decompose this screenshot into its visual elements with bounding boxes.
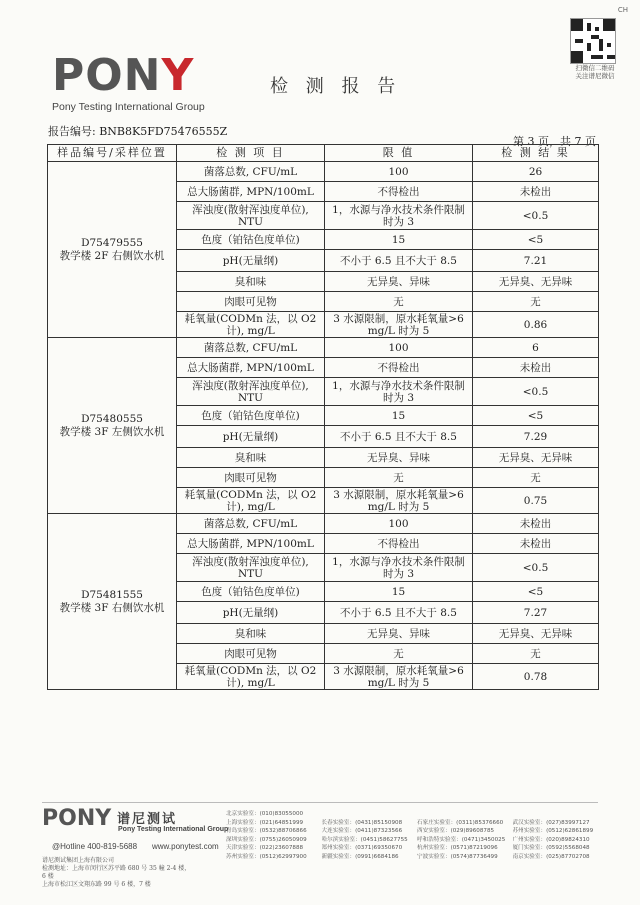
item-cell: 色度（铂钴色度单位) [177,582,325,602]
result-cell: 无异臭、无异味 [473,448,599,468]
lab-contact: 厦门实验室：(0592)5568048 [512,845,590,852]
sample-cell [48,514,177,690]
qr-caption: 扫微信二维码 关注谱尼微信 [575,64,615,80]
table-row [48,514,599,534]
limit-cell: 不小于 6.5 且不大于 8.5 [325,602,473,624]
result-cell: 无异臭、无异味 [473,272,599,292]
item-cell: 浑浊度(散射浑浊度单位), NTU [177,378,325,406]
lab-contact: 青岛实验室：(0532)88706866 [226,828,307,835]
header-item: 检 测 项 目 [177,145,325,162]
pony-logo: PONY [52,50,195,101]
item-cell: 耗氧量(CODMn 法，以 O2 计), mg/L [177,664,325,690]
sample-location: 教学楼 2F 右侧饮水机 [59,249,165,262]
result-cell: 6 [473,338,599,358]
lab-contact: 武汉实验室：(027)83997127 [512,819,590,826]
lab-contact: 哈尔滨实验室：(0451)58627755 [321,836,408,843]
limit-cell: 不小于 6.5 且不大于 8.5 [325,426,473,448]
result-cell: <0.5 [473,378,599,406]
item-cell: pH(无量纲) [177,602,325,624]
item-cell: 肉眼可见物 [177,644,325,664]
result-cell: <5 [473,582,599,602]
qr-code-icon [570,18,616,64]
lab-contact: 苏州实验室：(0512)62861899 [512,828,594,835]
limit-cell: 无异臭、异味 [325,272,473,292]
footer-en-name: Pony Testing International Group [118,826,229,833]
footer-company: 谱尼测试集团上海有限公司 检测地址：上海市闵行区苏平路 680 号 35 幢 2-4 楼，6 楼 上海市松江区文翔东路 99 号 6 楼，7 楼 [42,857,191,888]
lab-contact: 苏州实验室：(0512)62997900 [226,853,307,860]
lab-contact: 深圳实验室：(0755)26050909 [226,836,307,843]
item-cell: 肉眼可见物 [177,468,325,488]
result-cell: <0.5 [473,554,599,582]
lab-contact: 新疆实验室：(0991)6684186 [321,853,399,860]
limit-cell: 无异臭、异味 [325,448,473,468]
limit-cell: 1，水源与净水技术条件限制时为 3 [325,202,473,230]
item-cell: 色度（铂钴色度单位) [177,406,325,426]
limit-cell: 3 水源限制，原水耗氧量>6 mg/L 时为 5 [325,488,473,514]
limit-cell: 无异臭、异味 [325,624,473,644]
limit-cell: 3 水源限制，原水耗氧量>6 mg/L 时为 5 [325,312,473,338]
item-cell: 浑浊度(散射浑浊度单位), NTU [177,554,325,582]
header-sample: 样品编号/采样位置 [48,145,177,162]
limit-cell: 15 [325,582,473,602]
result-cell: 无 [473,468,599,488]
item-cell: 菌落总数, CFU/mL [177,514,325,534]
report-title: 检 测 报 告 [270,76,402,97]
limit-cell: 15 [325,406,473,426]
limit-cell: 3 水源限制，原水耗氧量>6 mg/L 时为 5 [325,664,473,690]
limit-cell: 无 [325,468,473,488]
limit-cell: 100 [325,514,473,534]
footer-cn-name: 谱尼测试 [117,812,178,827]
lab-contact: 郑州实验室：(0371)69350670 [321,845,403,852]
lab-contact: 上海实验室：(021)64851999 [226,819,304,826]
item-cell: pH(无量纲) [177,250,325,272]
lab-contact: 北京实验室：(010)83055000 [226,811,304,817]
report-number: 报告编号: BNB8K5FD75476555Z [48,125,228,138]
limit-cell: 1，水源与净水技术条件限制时为 3 [325,554,473,582]
lab-contact: 南京实验室：(025)87702708 [512,853,590,860]
logo-subtitle: Pony Testing International Group [52,101,205,113]
item-cell: 耗氧量(CODMn 法，以 O2 计), mg/L [177,488,325,514]
result-cell: 7.27 [473,602,599,624]
result-cell: 无 [473,644,599,664]
sample-cell [48,162,177,338]
limit-cell: 无 [325,292,473,312]
lab-contact: 宁波实验室：(0574)87736499 [417,853,498,860]
results-table [47,144,599,690]
lab-contact: 呼和浩特实验室：(0471)3450025 [417,836,506,843]
result-cell: 26 [473,162,599,182]
limit-cell: 15 [325,230,473,250]
lab-contact: 天津实验室：(022)23607888 [226,845,304,852]
sample-location: 教学楼 3F 左侧饮水机 [59,425,165,438]
result-cell: 未检出 [473,358,599,378]
result-cell: 0.86 [473,312,599,338]
result-cell: 未检出 [473,514,599,534]
item-cell: 臭和味 [177,448,325,468]
sample-cell [48,338,177,514]
result-cell: 无 [473,292,599,312]
table-row [48,162,599,182]
page-number: 第 3 页，共 7 页 [513,135,596,148]
lab-contact [322,810,416,819]
lab-contact: 大连实验室：(0411)87323566 [321,828,403,835]
result-cell: <5 [473,406,599,426]
item-cell: pH(无量纲) [177,426,325,448]
limit-cell: 无 [325,644,473,664]
result-cell: 无异臭、无异味 [473,624,599,644]
lab-contact: 石家庄实验室：(0311)85376660 [417,819,504,826]
limit-cell: 100 [325,338,473,358]
result-cell: 未检出 [473,182,599,202]
header-limit: 限 值 [325,145,473,162]
result-cell: <5 [473,230,599,250]
result-cell: 0.75 [473,488,599,514]
footer-website: www.ponytest.com [152,842,219,851]
result-cell: 未检出 [473,534,599,554]
limit-cell: 不得检出 [325,358,473,378]
sample-id: D75479555 [81,236,143,249]
table-row [48,338,599,358]
sample-location: 教学楼 3F 右侧饮水机 [59,601,165,614]
lab-contact [513,810,607,819]
lab-contact: 长春实验室：(0431)85150908 [321,819,403,826]
limit-cell: 1，水源与净水技术条件限制时为 3 [325,378,473,406]
header-result: 检 测 结 果 [473,145,599,162]
item-cell: 菌落总数, CFU/mL [177,162,325,182]
lab-contact: 杭州实验室：(0571)87219096 [417,845,498,852]
footer-hotline: @Hotline 400-819-5688 [52,842,138,851]
footer-logo: PONY [42,806,112,831]
item-cell: 总大肠菌群, MPN/100mL [177,182,325,202]
result-cell: 0.78 [473,664,599,690]
item-cell: 菌落总数, CFU/mL [177,338,325,358]
item-cell: 耗氧量(CODMn 法，以 O2 计), mg/L [177,312,325,338]
lab-contact [417,810,511,819]
limit-cell: 不小于 6.5 且不大于 8.5 [325,250,473,272]
lab-contact: 西安实验室：(029)89608785 [417,828,495,835]
result-cell: 7.21 [473,250,599,272]
corner-mark: CH [617,6,628,14]
item-cell: 浑浊度(散射浑浊度单位), NTU [177,202,325,230]
limit-cell: 不得检出 [325,182,473,202]
item-cell: 总大肠菌群, MPN/100mL [177,358,325,378]
result-cell: 7.29 [473,426,599,448]
lab-contact: 广州实验室：(020)89824310 [512,836,590,843]
footer-divider [42,802,598,803]
item-cell: 肉眼可见物 [177,292,325,312]
item-cell: 总大肠菌群, MPN/100mL [177,534,325,554]
limit-cell: 不得检出 [325,534,473,554]
sample-id: D75481555 [81,588,143,601]
item-cell: 臭和味 [177,272,325,292]
sample-id: D75480555 [81,412,143,425]
result-cell: <0.5 [473,202,599,230]
footer-lab-list [226,810,606,862]
limit-cell: 100 [325,162,473,182]
item-cell: 色度（铂钴色度单位) [177,230,325,250]
item-cell: 臭和味 [177,624,325,644]
